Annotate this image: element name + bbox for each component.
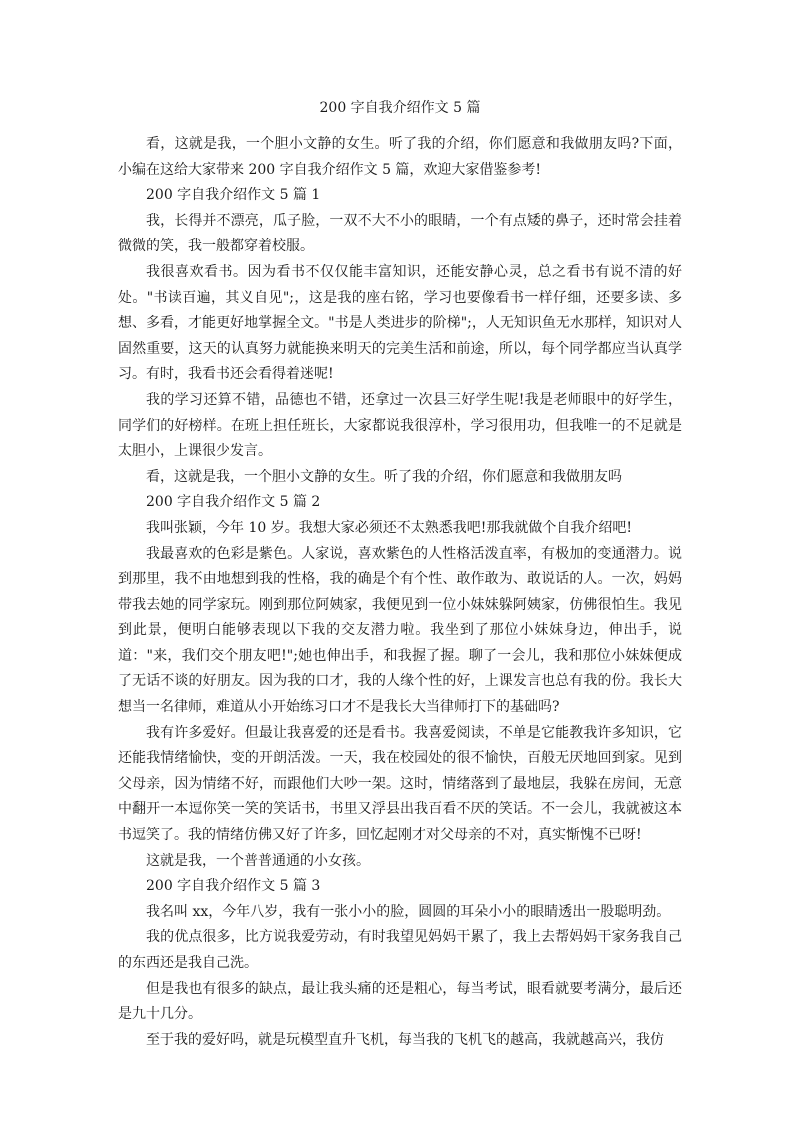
paragraph: 看，这就是我，一个胆小文静的女生。听了我的介绍，你们愿意和我做朋友吗 [146, 468, 622, 485]
paragraph: 但是我也有很多的缺点，最让我头痛的还是粗心，每当考试，眼看就要考满分，最后还是九十几分。 [118, 980, 682, 1023]
paragraph: 我很喜欢看书。因为看书不仅仅能丰富知识，还能安静心灵，总之看书有说不清的好处。"书读百遍，其义自见";，这是我的座右铭，学习也要像看书一样仔细，还要多读、多想、多看，才能更好地掌握全文。"书是人类进步的阶梯";，人无知识鱼无水那样，知识对人固然重要，这天的认真努力就能换来明天的完美生活和前途，所以，每个同学都应当认真学习。有时，我看书还会看得着迷呢! [118, 263, 682, 383]
document-page [118, 98, 682, 1053]
paragraph: 我叫张颖，今年 10 岁。我想大家必须还不太熟悉我吧!那我就做个自我介绍吧! [146, 519, 632, 536]
paragraph: 我，长得并不漂亮，瓜子脸，一双不大不小的眼睛，一个有点矮的鼻子，还时常会挂着微微的笑，我一般都穿着校服。 [118, 212, 682, 255]
paragraph: 我的优点很多，比方说我爱劳动，有时我望见妈妈干累了，我上去帮妈妈干家务我自己的东西还是我自己洗。 [118, 929, 682, 971]
intro-paragraph: 看，这就是我，一个胆小文静的女生。听了我的介绍，你们愿意和我做朋友吗?下面，小编在这给大家带来 200 字自我介绍作文 5 篇，欢迎大家借鉴参考! [118, 136, 682, 178]
paragraph: 我最喜欢的色彩是紫色。人家说，喜欢紫色的人性格活泼直率，有极加的变通潜力。说到那里，我不由地想到我的性格，我的确是个有个性、敢作敢为、敢说话的人。一次，妈妈带我去她的同学家玩。刚到那位阿姨家，我便见到一位小妹妹躲阿姨家，仿佛很怕生。我见到此景，便明白能够表现以下我的交友潜力啦。我坐到了那位小妹妹身边，伸出手，说道："来，我们交个朋友吧!";她也伸出手，和我握了握。聊了一会儿，我和那位小妹妹便成了无话不谈的好朋友。因为我的口才，我的人缘个性的好，上课发言也总有我的份。我长大想当一名律师，难道从小开始练习口才不是我长大当律师打下的基础吗? [118, 545, 682, 716]
section-heading-3: 200 字自我介绍作文 5 篇 3 [146, 878, 321, 895]
paragraph: 这就是我，一个普普通通的小女孩。 [146, 852, 370, 869]
paragraph: 我有许多爱好。但最让我喜爱的还是看书。我喜爱阅读，不单是它能教我许多知识，它还能我情绪愉快，变的开朗活泼。一天，我在校园处的很不愉快，百般无厌地回到家。见到父母亲，因为情绪不好，而跟他们大吵一架。这时，情绪落到了最地层，我躲在房间，无意中翻开一本逗你笑一笑的笑话书，书里又浮县出我百看不厌的笑话。不一会儿，我就被这本书逗笑了。我的情绪仿佛又好了许多，回忆起刚才对父母亲的不对，真实惭愧不已呀! [118, 724, 682, 844]
document-title: 200 字自我介绍作文 5 篇 [319, 100, 481, 116]
section-heading-2: 200 字自我介绍作文 5 篇 2 [146, 494, 321, 511]
section-heading-1: 200 字自我介绍作文 5 篇 1 [146, 187, 321, 204]
paragraph: 至于我的爱好吗，就是玩模型直升飞机，每当我的飞机飞的越高，我就越高兴，我仿 [146, 1031, 664, 1048]
paragraph: 我的学习还算不错，品德也不错，还拿过一次县三好学生呢!我是老师眼中的好学生，同学们的好榜样。在班上担任班长，大家都说我很淳朴，学习很用功，但我唯一的不足就是太胆小，上课很少发言。 [118, 391, 682, 460]
paragraph: 我名叫 xx，今年八岁，我有一张小小的脸，圆圆的耳朵小小的眼睛透出一股聪明劲。 [146, 903, 671, 920]
